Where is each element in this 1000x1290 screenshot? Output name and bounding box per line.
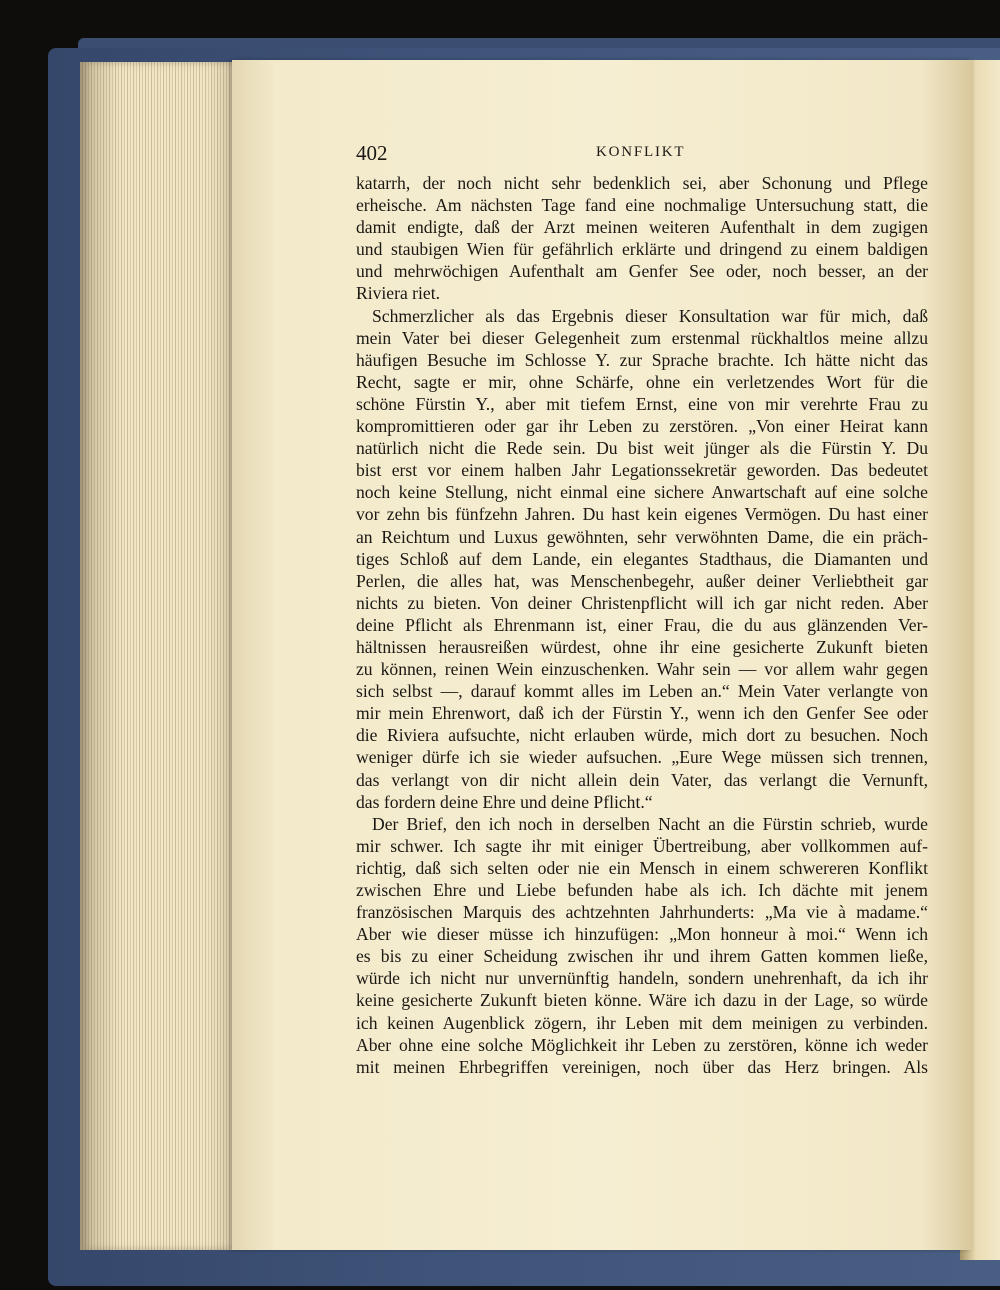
text-line: zu können, reinen Wein einzuschenken. Wahr sein — vor allem wahr gegen <box>356 659 928 680</box>
text-line: häufigen Besuche im Schlosse Y. zur Sprache brachte. Ich hätte nicht das <box>356 349 928 370</box>
text-line: französischen Marquis des achtzehnten Jahrhunderts: „Ma vie à madame.“ <box>356 902 928 923</box>
text-line: Recht, sagte er mir, ohne Schärfe, ohne ein verletzendes Wort für die <box>356 371 928 392</box>
text-line: schöne Fürstin Y., aber mit tiefem Ernst, eine von mir verehrte Frau zu <box>356 393 928 414</box>
text-line: mir schwer. Ich sagte ihr mit einiger Übertreibung, aber vollkommen auf- <box>356 835 928 856</box>
page-number: 402 <box>356 141 388 165</box>
text-line: katarrh, der noch nicht sehr bedenklich sei, aber Schonung und Pflege <box>356 173 928 193</box>
text-line: nichts zu bieten. Von deiner Christenpflicht will ich gar nicht reden. Aber <box>356 592 928 613</box>
page-header <box>356 141 926 165</box>
text-line: kompromittieren oder gar ihr Leben zu zerstören. „Von einer Heirat kann <box>356 416 928 437</box>
text-line: Aber ohne eine solche Möglichkeit ihr Leben zu zerstören, könne ich weder <box>356 1034 928 1055</box>
text-line: Der Brief, den ich noch in derselben Nacht an die Fürstin schrieb, wurde <box>372 813 928 834</box>
text-line: mein Vater bei dieser Gelegenheit zum erstenmal rückhaltlos meine allzu <box>356 327 928 348</box>
text-line: weniger dürfe ich sie wieder aufsuchen. „Eure Wege müssen sich trennen, <box>356 747 928 768</box>
text-line: Schmerzlicher als das Ergebnis dieser Konsultation war für mich, daß <box>372 305 928 326</box>
text-line: das verlangt von dir nicht allein dein Vater, das verlangt die Vernunft, <box>356 769 928 790</box>
text-line: deine Pflicht als Ehrenmann ist, einer Frau, die du aus glänzenden Ver- <box>356 614 928 635</box>
text-line: die Riviera aufsuchte, nicht erlauben würde, mich dort zu besuchen. Noch <box>356 725 928 746</box>
text-line: bist erst vor einem halben Jahr Legationssekretär geworden. Das bedeutet <box>356 460 928 481</box>
text-line: keine gesicherte Zukunft bieten könne. Wäre ich dazu in der Lage, so würde <box>356 990 928 1011</box>
text-line: es bis zu einer Scheidung zwischen ihr und ihrem Gatten kommen ließe, <box>356 946 928 967</box>
text-line: an Reichtum und Luxus gewöhnten, sehr verwöhnten Dame, die ein präch- <box>356 526 928 547</box>
text-line: und staubigen Wien für gefährlich erklärte und dringend zu einem baldigen <box>356 239 928 260</box>
text-line: würde ich nicht nur unvernünftig handeln, sondern unehrenhaft, da ich ihr <box>356 968 928 989</box>
text-line: damit endigte, daß der Arzt meinen weiteren Aufenthalt in dem zugigen <box>356 217 928 238</box>
text-line: sich selbst —, darauf kommt alles im Leben an.“ Mein Vater verlangte von <box>356 681 928 702</box>
text-line: mit meinen Ehrbegriffen vereinigen, noch über das Herz bringen. Als <box>356 1056 928 1077</box>
text-line: ich keinen Augenblick zögern, ihr Leben mit dem meinigen zu verbinden. <box>356 1012 928 1033</box>
text-line: tiges Schloß auf dem Lande, ein elegantes Stadthaus, die Diamanten und <box>356 548 928 569</box>
text-line: natürlich nicht die Rede sein. Du bist weit jünger als die Fürstin Y. Du <box>356 438 928 459</box>
text-line: zwischen Ehre und Liebe befunden habe als ich. Ich dächte mit jenem <box>356 880 928 900</box>
text-line: Riviera riet. <box>356 283 441 304</box>
text-line: richtig, daß sich selten oder nie ein Mensch in einem schwereren Konflikt <box>356 857 928 878</box>
text-line: noch keine Stellung, nicht einmal eine sichere Anwartschaft auf eine solche <box>356 482 928 503</box>
text-line: und mehrwöchigen Aufenthalt am Genfer See oder, noch besser, an der <box>356 261 928 282</box>
text-line: Perlen, die alles hat, was Menschenbegehr, außer deiner Verliebtheit gar <box>356 570 928 591</box>
running-head: KONFLIKT <box>596 144 686 160</box>
text-line: mir mein Ehrenwort, daß ich der Fürstin Y., wenn ich den Genfer See oder <box>356 703 928 724</box>
page-edges-shadow <box>80 62 240 1250</box>
text-line: Aber wie dieser müsse ich hinzufügen: „Mon honneur à moi.“ Wenn ich <box>356 924 928 945</box>
text-line: hältnissen herausreißen würdest, ohne ihr eine gesicherte Zukunft bieten <box>356 636 928 657</box>
text-line: das fordern deine Ehre und deine Pflicht.“ <box>356 791 653 812</box>
text-line: erheische. Am nächsten Tage fand eine nochmalige Untersuchung statt, die <box>356 195 928 216</box>
text-line: vor zehn bis fünfzehn Jahren. Du hast kein eigenes Vermögen. Du hast einer <box>356 504 928 525</box>
body-text <box>356 172 928 1078</box>
